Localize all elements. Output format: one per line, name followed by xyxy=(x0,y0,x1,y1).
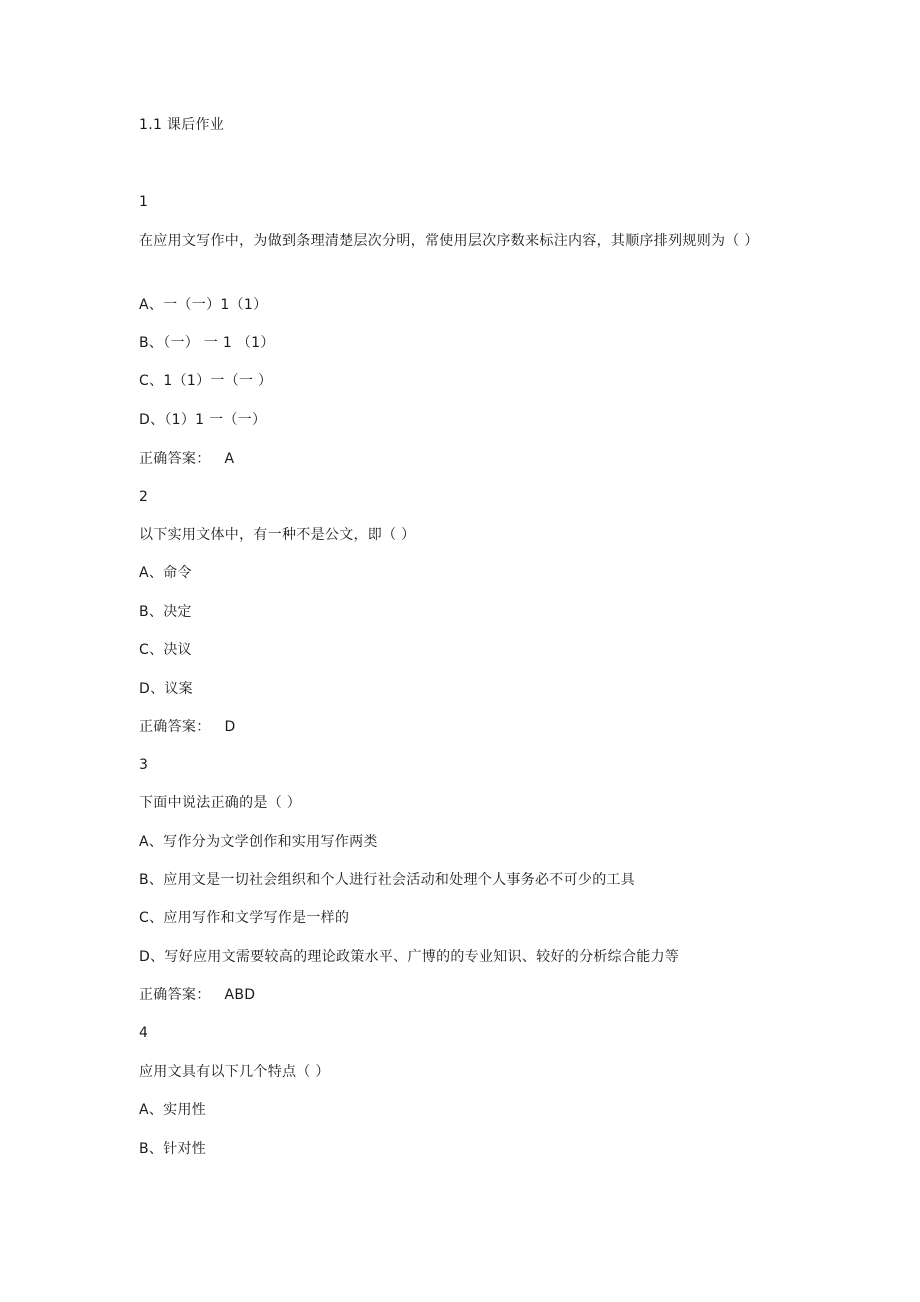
option-d: D、写好应用文需要较高的理论政策水平、广博的的专业知识、较好的分析综合能力等 xyxy=(139,949,680,965)
question-text: 下面中说法正确的是（ ） xyxy=(139,795,302,811)
document-title: 1.1 课后作业 xyxy=(139,117,225,133)
question-number: 1 xyxy=(139,194,149,210)
answer-label: 正确答案： xyxy=(139,987,211,1003)
option-a: A、写作分为文学创作和实用写作两类 xyxy=(139,834,378,850)
answer-value: D xyxy=(224,719,236,735)
question-number: 4 xyxy=(139,1025,149,1041)
option-a: A、一（一）1（1） xyxy=(139,297,268,313)
option-c: C、决议 xyxy=(139,642,192,658)
question-text: 以下实用文体中，有一种不是公文，即（ ） xyxy=(139,527,416,543)
question-text: 应用文具有以下几个特点（ ） xyxy=(139,1064,330,1080)
question-number: 2 xyxy=(139,489,149,505)
correct-answer xyxy=(139,449,234,469)
option-a: A、实用性 xyxy=(139,1102,207,1118)
option-b: B、决定 xyxy=(139,604,192,620)
answer-value: A xyxy=(224,451,235,467)
option-c: C、应用写作和文学写作是一样的 xyxy=(139,910,350,926)
option-b: B、（一） 一 1 （1） xyxy=(139,335,275,351)
option-b: B、应用文是一切社会组织和个人进行社会活动和处理个人事务必不可少的工具 xyxy=(139,872,636,888)
question-number: 3 xyxy=(139,757,149,773)
answer-label: 正确答案： xyxy=(139,719,211,735)
question-text: 在应用文写作中，为做到条理清楚层次分明，常使用层次序数来标注内容，其顺序排列规则为（ ） xyxy=(139,233,759,249)
correct-answer xyxy=(139,985,255,1005)
correct-answer xyxy=(139,717,236,737)
option-d: D、（1）1 一（一） xyxy=(139,412,267,428)
option-a: A、命令 xyxy=(139,565,192,581)
option-b: B、针对性 xyxy=(139,1141,207,1157)
option-d: D、议案 xyxy=(139,681,193,697)
answer-label: 正确答案： xyxy=(139,451,211,467)
option-c: C、1（1）一（一 ） xyxy=(139,373,273,389)
answer-value: ABD xyxy=(224,987,256,1003)
